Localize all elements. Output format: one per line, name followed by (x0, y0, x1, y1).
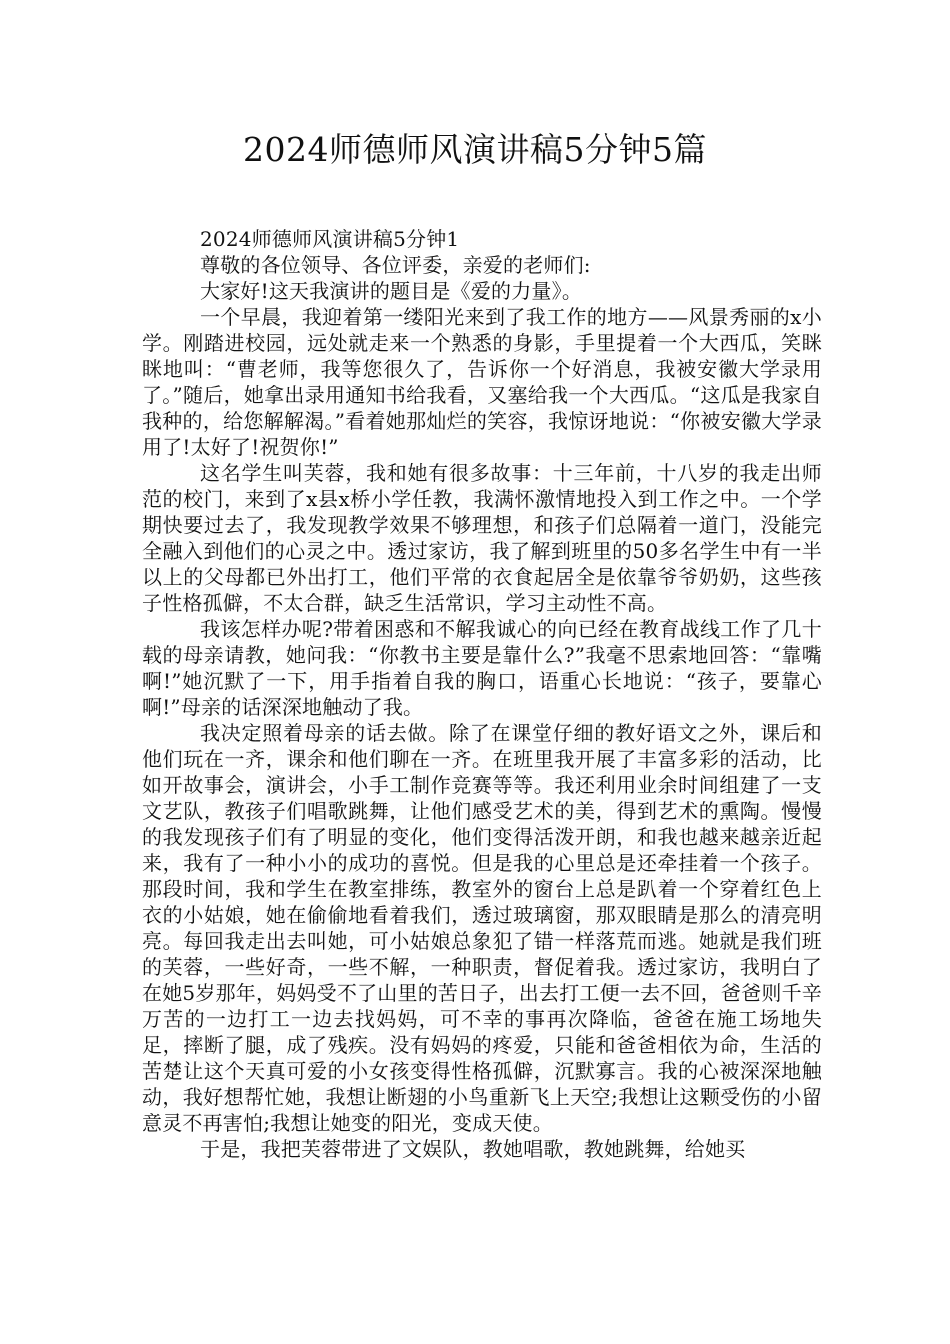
body-paragraph: 我该怎样办呢?带着困惑和不解我诚心的向已经在教育战线工作了几十载的母亲请教，她问我：“你教书主要是靠什么?”我毫不思索地回答：“靠嘴啊!”她沉默了一下，用手指着自我的胸口，语重心长地说：“孩子，要靠心啊!”母亲的话深深地触动了我。 (142, 617, 822, 719)
document-title: 2024师德师风演讲稿5分钟5篇 (243, 130, 707, 169)
body-paragraph: 这名学生叫芙蓉，我和她有很多故事：十三年前，十八岁的我走出师范的校门，来到了x县x桥小学任教，我满怀激情地投入到工作之中。一个学期快要过去了，我发现教学效果不够理想，和孩子们总隔着一道门，没能完全融入到他们的心灵之中。透过家访，我了解到班里的50多名学生中有一半以上的父母都已外出打工，他们平常的衣食起居全是依靠爷爷奶奶，这些孩子性格孤僻，不太合群，缺乏生活常识，学习主动性不高。 (142, 461, 822, 615)
section-heading: 2024师德师风演讲稿5分钟1 (200, 227, 460, 251)
body-paragraph: 于是，我把芙蓉带进了文娱队，教她唱歌，教她跳舞，给她买 (200, 1137, 746, 1161)
document-body (142, 226, 822, 1162)
salutation-paragraph: 尊敬的各位领导、各位评委，亲爱的老师们: (200, 253, 591, 277)
intro-paragraph: 大家好!这天我演讲的题目是《爱的力量》。 (200, 279, 583, 303)
body-paragraph: 一个早晨，我迎着第一缕阳光来到了我工作的地方——风景秀丽的x小学。刚踏进校园，远处就走来一个熟悉的身影，手里提着一个大西瓜，笑眯眯地叫：“曹老师，我等您很久了，告诉你一个好消息，我被安徽大学录用了。”随后，她拿出录用通知书给我看，又塞给我一个大西瓜。“这瓜是我家自我种的，给您解解渴。”看着她那灿烂的笑容，我惊讶地说：“你被安徽大学录用了!太好了!祝贺你!” (142, 305, 822, 459)
body-paragraph: 我决定照着母亲的话去做。除了在课堂仔细的教好语文之外，课后和他们玩在一齐，课余和他们聊在一齐。在班里我开展了丰富多彩的活动，比如开故事会，演讲会，小手工制作竞赛等等。我还利用业余时间组建了一支文艺队，教孩子们唱歌跳舞，让他们感受艺术的美，得到艺术的熏陶。慢慢的我发现孩子们有了明显的变化，他们变得活泼开朗，和我也越来越亲近起来，我有了一种小小的成功的喜悦。但是我的心里总是还牵挂着一个孩子。那段时间，我和学生在教室排练，教室外的窗台上总是趴着一个穿着红色上衣的小姑娘，她在偷偷地看着我们，透过玻璃窗，那双眼睛是那么的清亮明亮。每回我走出去叫她，可小姑娘总象犯了错一样落荒而逃。她就是我们班的芙蓉，一些好奇，一些不解，一种职责，督促着我。透过家访，我明白了在她5岁那年，妈妈受不了山里的苦日子，出去打工便一去不回，爸爸则千辛万苦的一边打工一边去找妈妈，可不幸的事再次降临，爸爸在施工场地失足，摔断了腿，成了残疾。没有妈妈的疼爱，只能和爸爸相依为命，生活的苦楚让这个天真可爱的小女孩变得性格孤僻，沉默寡言。我的心被深深地触动，我好想帮忙她，我想让断翅的小鸟重新飞上天空;我想让这颗受伤的小留意灵不再害怕;我想让她变的阳光，变成天使。 (142, 721, 822, 1135)
